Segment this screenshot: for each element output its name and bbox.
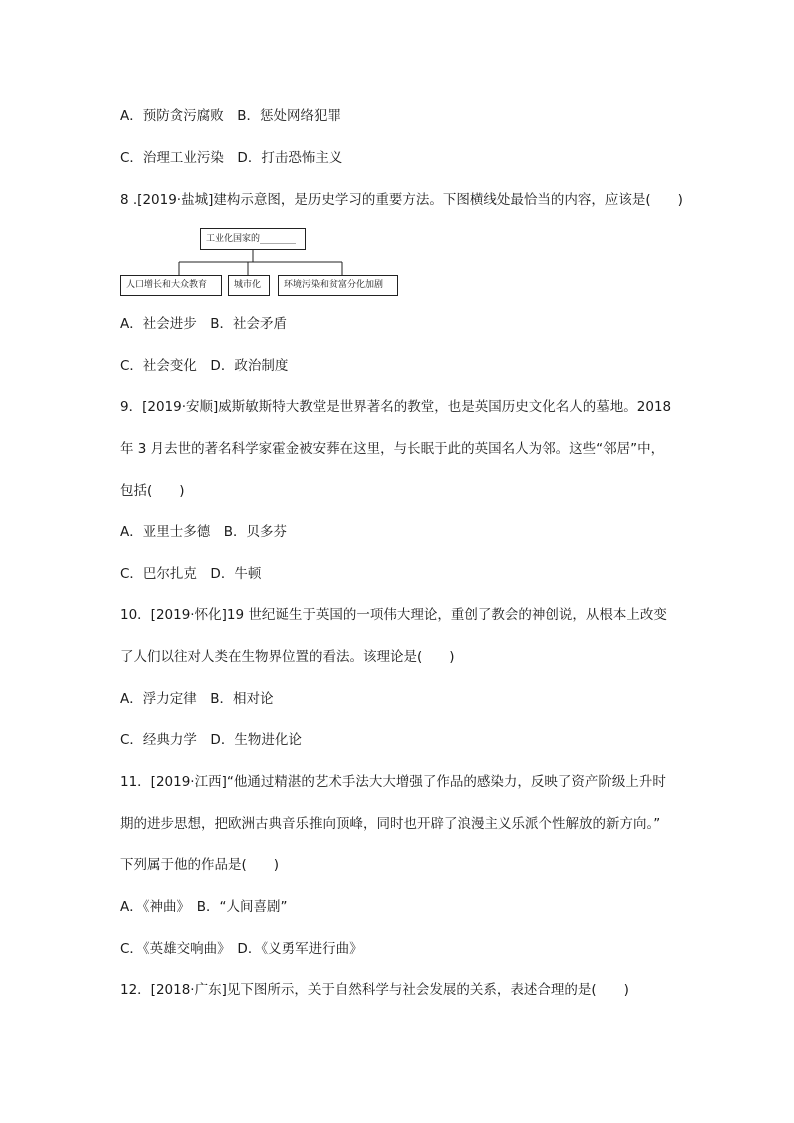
q9-stem-line-1: 9．[2019·安顺]威斯敏斯特大教堂是世界著名的教堂，也是英国历史文化名人的墓地。2018 <box>120 399 672 415</box>
q8-options-cd: C．社会变化 D．政治制度 <box>120 358 289 374</box>
q8-diagram-child-pollution: 环境污染和贫富分化加剧 <box>278 275 398 296</box>
q11-options-cd: C．《英雄交响曲》 D．《义勇军进行曲》 <box>120 941 363 957</box>
q11-stem-line-3: 下列属于他的作品是( ) <box>120 857 280 873</box>
q8-diagram-top-box: 工业化国家的________ <box>200 228 306 250</box>
q8-options-ab: A．社会进步 B．社会矛盾 <box>120 316 287 332</box>
q11-stem-line-1: 11．[2019·江西]“他通过精湛的艺术手法大大增强了作品的感染力，反映了资产阶级上升时 <box>120 774 666 790</box>
q11-options-ab: A．《神曲》 B．“人间喜剧” <box>120 899 288 915</box>
q7-options-cd: C．治理工业污染 D．打击恐怖主义 <box>120 150 343 166</box>
q10-options-cd: C．经典力学 D．生物进化论 <box>120 732 302 748</box>
q11-stem-line-2: 期的进步思想，把欧洲古典音乐推向顶峰，同时也开辟了浪漫主义乐派个性解放的新方向。” <box>120 816 661 832</box>
q10-options-ab: A．浮力定律 B．相对论 <box>120 691 274 707</box>
q8-stem: 8 .[2019·盐城]建构示意图，是历史学习的重要方法。下图横线处最恰当的内容，应该是( ) <box>120 192 683 208</box>
q9-stem-line-3: 包括( ) <box>120 483 185 499</box>
q10-stem-line-2: 了人们以往对人类在生物界位置的看法。该理论是( ) <box>120 649 455 665</box>
q10-stem-line-1: 10．[2019·怀化]19 世纪诞生于英国的一项伟大理论，重创了教会的神创说，从根本上改变 <box>120 607 667 623</box>
q8-diagram-child-population: 人口增长和大众教育 <box>120 275 222 296</box>
q9-stem-line-2: 年 3 月去世的著名科学家霍金被安葬在这里，与长眠于此的英国名人为邻。这些“邻居”中， <box>120 441 665 457</box>
q7-options-ab: A．预防贪污腐败 B．惩处网络犯罪 <box>120 108 341 124</box>
q8-diagram-child-urbanization: 城市化 <box>228 275 270 296</box>
q9-options-ab: A．亚里士多德 B．贝多芬 <box>120 524 287 540</box>
q9-options-cd: C．巴尔扎克 D．牛顿 <box>120 566 262 582</box>
q12-stem: 12．[2018·广东]见下图所示，关于自然科学与社会发展的关系，表述合理的是( ) <box>120 982 629 998</box>
